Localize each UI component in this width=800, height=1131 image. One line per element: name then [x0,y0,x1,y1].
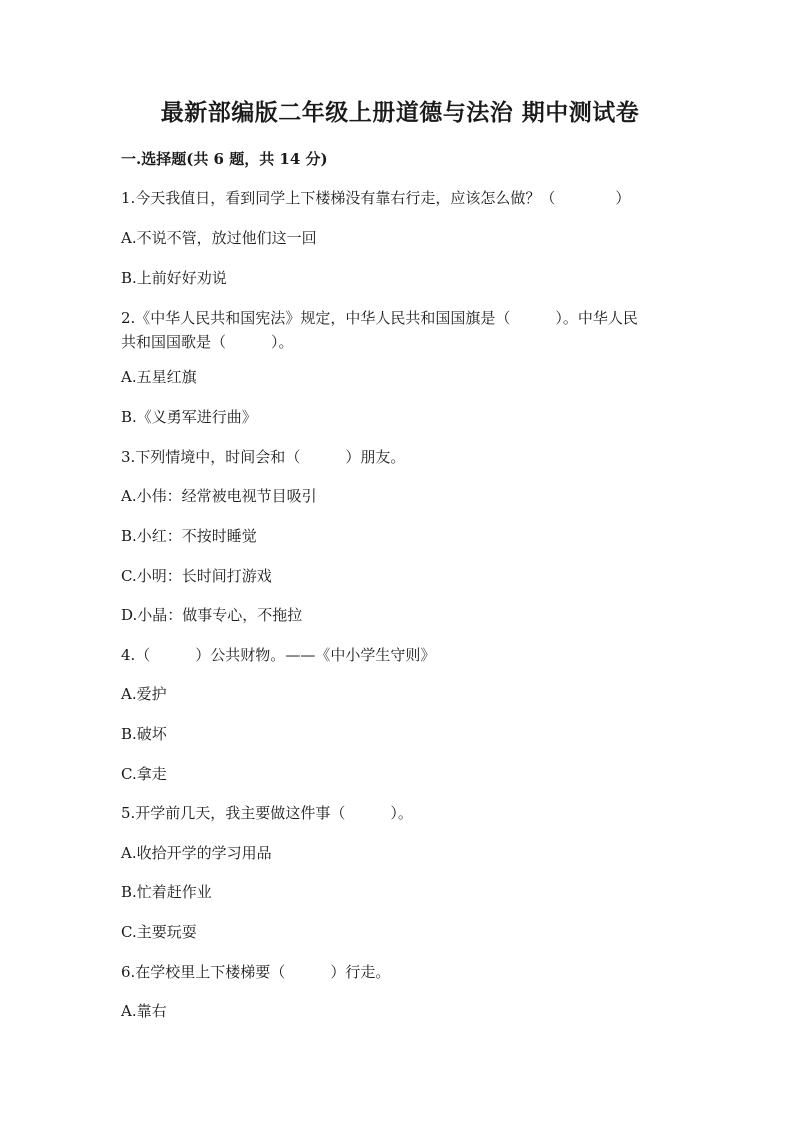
q2-option-b: B.《义勇军进行曲》 [121,408,257,426]
page-title: 最新部编版二年级上册道德与法治 期中测试卷 [160,99,640,126]
question-1: 1.今天我值日，看到同学上下楼梯没有靠右行走，应该怎么做？（ ） [121,189,631,207]
question-2-line-2: 共和国国歌是（ ）。 [121,333,294,351]
question-2 [121,306,686,354]
q4-option-a: A.爱护 [121,685,167,703]
q4-option-b: B.破坏 [121,725,167,743]
q3-option-c: C.小明：长时间打游戏 [121,567,272,585]
q3-option-b: B.小红：不按时睡觉 [121,527,257,545]
question-3: 3.下列情境中，时间会和（ ）朋友。 [121,448,406,466]
q2-option-a: A.五星红旗 [121,368,197,386]
q6-option-a: A.靠右 [121,1002,167,1020]
q1-option-a: A.不说不管，放过他们这一回 [121,229,317,247]
q1-option-b: B.上前好好劝说 [121,269,227,287]
q4-option-c: C.拿走 [121,765,167,783]
q5-option-a: A.收拾开学的学习用品 [121,844,272,862]
section-heading: 一.选择题(共 6 题，共 14 分) [121,150,328,168]
question-5: 5.开学前几天，我主要做这件事（ ）。 [121,804,413,822]
q5-option-b: B.忙着赶作业 [121,883,212,901]
q3-option-a: A.小伟：经常被电视节目吸引 [121,487,317,505]
q5-option-c: C.主要玩耍 [121,923,197,941]
question-4: 4.（ ）公共财物。——《中小学生守则》 [121,646,436,664]
question-2-line-1: 2.《中华人民共和国宪法》规定，中华人民共和国国旗是（ ）。中华人民 [121,309,638,327]
q3-option-d: D.小晶：做事专心，不拖拉 [121,606,303,624]
question-6: 6.在学校里上下楼梯要（ ）行走。 [121,963,391,981]
